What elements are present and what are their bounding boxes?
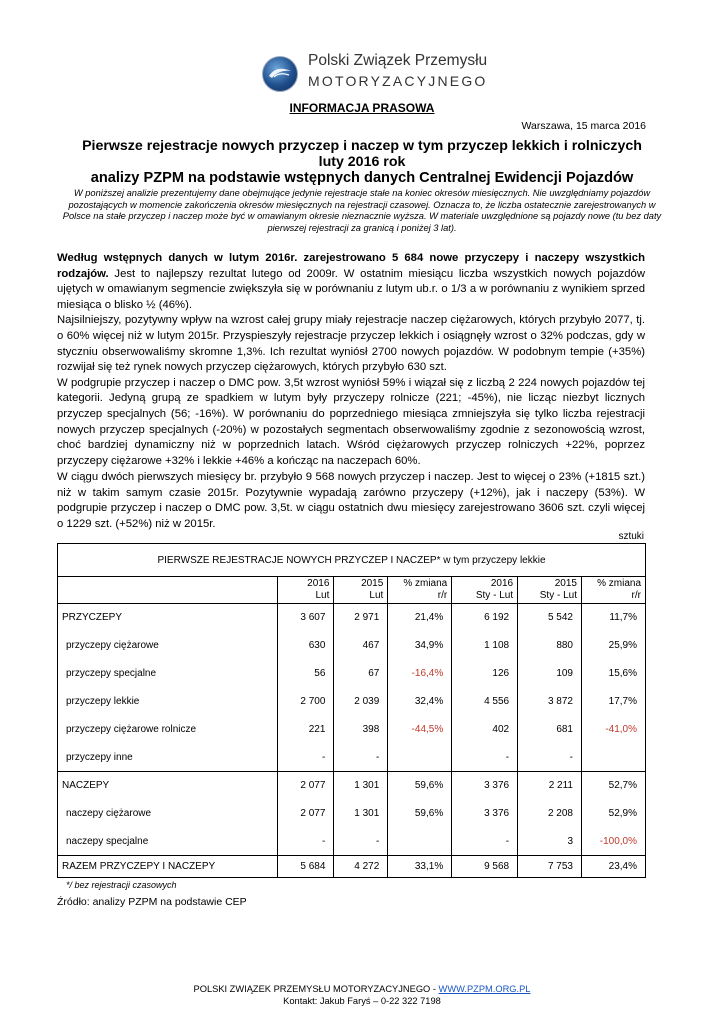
table-row <box>58 604 646 632</box>
pzpm-emblem-icon <box>262 56 298 92</box>
row-label: PRZYCZEPY <box>58 604 278 632</box>
table-cell: 21,4% <box>388 604 452 632</box>
table-cell: 1 301 <box>334 772 388 800</box>
table-header-line2: Sty - Lut <box>475 590 514 601</box>
table-cell: 126 <box>452 660 518 688</box>
table-cell: 7 753 <box>518 856 582 878</box>
footer-contact: Kontakt: Jakub Faryś – 0-22 322 7198 <box>283 996 441 1006</box>
table-cell: 52,9% <box>582 800 646 828</box>
table-cell: - <box>334 828 388 856</box>
table-cell: 630 <box>278 632 334 660</box>
source-note: Źródło: analizy PZPM na podstawie CEP <box>57 896 247 908</box>
row-label: naczepy specjalne <box>58 828 278 856</box>
table-cell: 17,7% <box>582 688 646 716</box>
pzpm-logo <box>262 52 488 98</box>
table-cell: 2 208 <box>518 800 582 828</box>
table-header-line2: Sty - Lut <box>539 590 577 601</box>
table-header-cell <box>334 577 388 604</box>
table-cell: 2 211 <box>518 772 582 800</box>
table-cell: 2 077 <box>278 800 334 828</box>
table-row <box>58 828 646 856</box>
table-row <box>58 660 646 688</box>
table-header-line1: 2015 <box>361 578 384 589</box>
table-cell: 681 <box>518 716 582 744</box>
table-header-line1: % zmiana <box>403 578 448 589</box>
footer <box>0 983 724 1007</box>
row-label: przyczepy ciężarowe <box>58 632 278 660</box>
table-cell: 15,6% <box>582 660 646 688</box>
table-cell: - <box>334 744 388 772</box>
table-cell: 67 <box>334 660 388 688</box>
table-row <box>58 688 646 716</box>
table-header-cell <box>582 577 646 604</box>
table-cell: 56 <box>278 660 334 688</box>
table-header-line1: 2015 <box>554 578 577 589</box>
table-cell: 880 <box>518 632 582 660</box>
table-cell: - <box>452 828 518 856</box>
table-cell: 34,9% <box>388 632 452 660</box>
table-row <box>58 856 646 878</box>
paragraph-1-text: Jest to najlepszy rezultat lutego od 2009r. W ostatnim miesiącu liczba wszystkich nowych pojazdów ujętych w omawianym segmencie zwiększyła się w porównaniu z lutym ub.r. o 1/3 a w porównaniu z wynikiem sprzed miesiąca o blisko ½ (46%). <box>57 267 645 311</box>
table-cell <box>388 744 452 772</box>
table-row <box>58 632 646 660</box>
table-cell: - <box>278 828 334 856</box>
table-cell: 5 684 <box>278 856 334 878</box>
table-cell: -16,4% <box>388 660 452 688</box>
table-header-line1: 2016 <box>490 578 514 589</box>
table-row <box>58 716 646 744</box>
table-row <box>58 744 646 772</box>
footer-website-link[interactable]: WWW.PZPM.ORG.PL <box>438 984 531 994</box>
table-row <box>58 800 646 828</box>
table-cell: 1 108 <box>452 632 518 660</box>
table-cell: 2 700 <box>278 688 334 716</box>
row-label: przyczepy inne <box>58 744 278 772</box>
press-release-label: INFORMACJA PRASOWA <box>289 101 435 115</box>
table-cell: 2 971 <box>334 604 388 632</box>
row-label: naczepy ciężarowe <box>58 800 278 828</box>
row-label: RAZEM PRZYCZEPY I NACZEPY <box>58 856 278 878</box>
table-cell: 2 077 <box>278 772 334 800</box>
registrations-table <box>57 543 646 878</box>
row-label: przyczepy lekkie <box>58 688 278 716</box>
table-cell: 59,6% <box>388 800 452 828</box>
logo-name-line2: MOTORYZACYJNEGO <box>308 73 488 89</box>
table-cell: 2 039 <box>334 688 388 716</box>
headline <box>60 138 664 186</box>
table-header-line2: Lut <box>369 590 384 601</box>
table-cell: 23,4% <box>582 856 646 878</box>
table-header-line2: r/r <box>631 590 641 601</box>
table-header-line1: 2016 <box>307 578 330 589</box>
table-cell: 25,9% <box>582 632 646 660</box>
table-cell: 467 <box>334 632 388 660</box>
table-cell: 3 376 <box>452 772 518 800</box>
paragraph-1 <box>57 251 645 313</box>
table-cell: 4 272 <box>334 856 388 878</box>
table-cell: - <box>278 744 334 772</box>
table-cell: 32,4% <box>388 688 452 716</box>
table-footnote: */ bez rejestracji czasowych <box>66 880 177 890</box>
table-cell: - <box>518 744 582 772</box>
table-header-blank <box>58 577 278 604</box>
methodology-note: W poniższej analizie prezentujemy dane obejmujące jedynie rejestracje stałe na koniec okresów miesięcznych. Nie uwzględniamy pojazdów pozostających w momencie zakończenia okresów miesięcznych na rejestracji czasowej. Oznacza to, że liczba ostatecznie zarejestrowanych w Polsce na stałe przyczep i naczep może być w omawianym okresie nieznacznie wyższa. W materiale uwzględnione są pojazdy nowe (tu bez daty pierwszej rejestracji za granicą i poniżej 3 lat). <box>62 188 662 233</box>
table-cell: 33,1% <box>388 856 452 878</box>
release-date: Warszawa, 15 marca 2016 <box>521 120 646 132</box>
table-cell: 1 301 <box>334 800 388 828</box>
headline-line3: analizy PZPM na podstawie wstępnych danych Centralnej Ewidencji Pojazdów <box>90 170 634 186</box>
table-header-cell <box>452 577 518 604</box>
table-cell: 3 376 <box>452 800 518 828</box>
table-cell: 52,7% <box>582 772 646 800</box>
table-cell: 6 192 <box>452 604 518 632</box>
table-cell: -100,0% <box>582 828 646 856</box>
table-title: PIERWSZE REJESTRACJE NOWYCH PRZYCZEP I NACZEP* w tym przyczepy lekkie <box>58 544 646 577</box>
table-cell: 11,7% <box>582 604 646 632</box>
table-cell: 3 607 <box>278 604 334 632</box>
paragraph-3: W podgrupie przyczep i naczep o DMC pow. 3,5t wzrost wyniósł 59% i wiązał się z liczbą 2 224 nowych pojazdów tej kategorii. Jedyną grupą ze spadkiem w lutym były przyczepy rolnicze (221; -45%), nie licząc niezbyt licznych przyczep specjalnych (56; -16%). W porównaniu do poprzedniego miesiąca zmniejszyła się tylko liczba rejestracji nowych przyczep specjalnych (-20%) w pozostałych segmentach obserwowaliśmy zgodnie z sezonowością wzrost, choć bardziej dynamiczny niż w poprzednich latach. Wśród ciężarowych przyczep rolniczych +22%, poprzez przyczepy ciężarowe +32% i lekkie +46% a kończąc na naczepach 60%. <box>57 376 645 467</box>
footer-org: POLSKI ZWIĄZEK PRZEMYSŁU MOTORYZACYJNEGO - <box>193 984 439 994</box>
table-cell: -44,5% <box>388 716 452 744</box>
table-header-cell <box>518 577 582 604</box>
table-cell <box>388 828 452 856</box>
table-header-line1: % zmiana <box>597 578 641 589</box>
paragraph-4: W ciągu dwóch pierwszych miesięcy br. przybyło 9 568 nowych przyczep i naczep. Jest to więcej o 23% (+1815 szt.) niż w takim samym czasie 2015r. Pozytywnie wypadają zarówno przyczepy (+12%), jak i naczepy (53%). W podgrupie przyczep i naczep o DMC pow. 3,5t. w ciągu ostatnich dwu miesięcy zarejestrowano 3606 szt. czyli więcej o 1229 szt. (+52%) niż w 2015r. <box>57 471 645 530</box>
table-cell <box>582 744 646 772</box>
table-cell: 109 <box>518 660 582 688</box>
table-header-row <box>58 577 646 604</box>
table-header-cell <box>278 577 334 604</box>
table-row <box>58 772 646 800</box>
footer-org-line <box>0 983 724 995</box>
headline-line2: luty 2016 rok <box>318 154 406 170</box>
logo-name-line1: Polski Związek Przemysłu <box>308 52 488 69</box>
table-cell: 59,6% <box>388 772 452 800</box>
table-cell: 221 <box>278 716 334 744</box>
table-header-line2: r/r <box>437 590 448 601</box>
table-cell: 402 <box>452 716 518 744</box>
units-label: sztuki <box>618 531 644 542</box>
row-label: przyczepy ciężarowe rolnicze <box>58 716 278 744</box>
table-cell: 3 872 <box>518 688 582 716</box>
table-cell: 5 542 <box>518 604 582 632</box>
table-cell: 3 <box>518 828 582 856</box>
row-label: przyczepy specjalne <box>58 660 278 688</box>
table-header-line2: Lut <box>315 590 330 601</box>
table-header-cell <box>388 577 452 604</box>
table-cell: 9 568 <box>452 856 518 878</box>
paragraph-2: Najsilniejszy, pozytywny wpływ na wzrost całej grupy miały rejestracje naczep ciężarowych, których przybyło 2077, tj. o 60% więcej niż w lutym 2015r. Przyspieszyły rejestracje przyczep lekkich i osiągnęły wzrost o 32% podczas, gdy w styczniu obserwowaliśmy skromne 1,3%. Ich rezultat wyniósł 2700 nowych pojazdów. W podobnym tempie (+35%) rozwijał się też rynek nowych przyczep ciężarowych, których przybyło 630 szt. <box>57 314 645 374</box>
table-cell: 398 <box>334 716 388 744</box>
article-body <box>57 251 645 469</box>
table-cell: 4 556 <box>452 688 518 716</box>
paragraph-1-lead: Według wstępnych danych w lutym 2016r. zarejestrowano 5 684 nowe przyczepy i naczepy wszystkich rodzajów. <box>57 252 645 280</box>
row-label: NACZEPY <box>58 772 278 800</box>
table-cell: - <box>452 744 518 772</box>
table-cell: -41,0% <box>582 716 646 744</box>
headline-line1: Pierwsze rejestracje nowych przyczep i naczep w tym przyczep lekkich i rolniczych <box>82 138 642 154</box>
